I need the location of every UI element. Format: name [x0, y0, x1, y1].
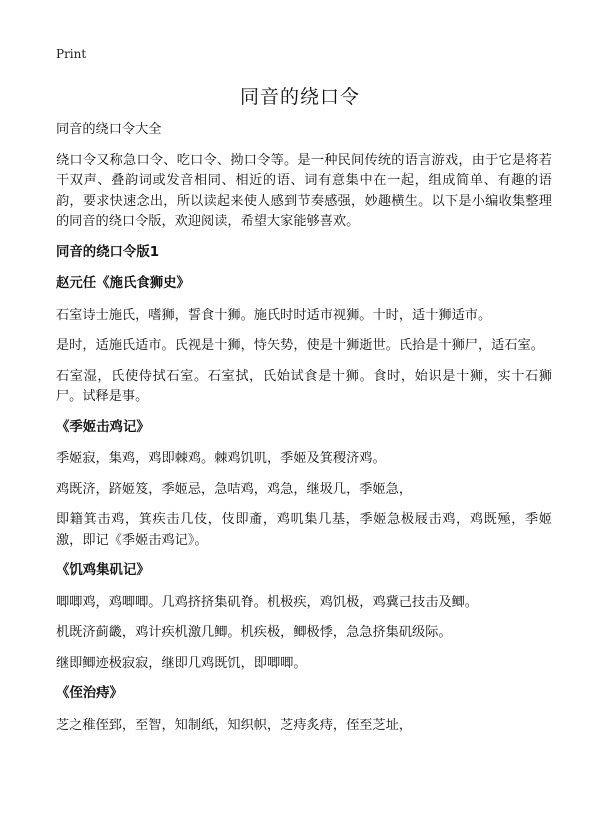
poem-paragraph: 季姬寂，集鸡，鸡即棘鸡。棘鸡饥叽，季姬及箕稷济鸡。 [56, 451, 386, 466]
section-title: 《饥鸡集矶记》 [56, 563, 150, 578]
intro-paragraph: 绕口令又称急口令、吃口令、拗口令等。是一种民间传统的语言游戏，由于它是将若干双声、叠韵词或发音相同、相近的语、词有意集中在一起，组成简单、有趣的语韵，要求快速念出，所以读起来使人感到节奏感强，妙趣横生。以下是小编收集整理的同音的绕口令版，欢迎阅读，希望大家能够喜欢。 [56, 152, 552, 229]
poem-paragraph: 是时，适施氏适市。氏视是十狮，恃矢势，使是十狮逝世。氏拾是十狮尸，适石室。 [56, 338, 544, 353]
poem-paragraph: 即籍箕击鸡，箕疾击几伎，伎即齑，鸡叽集几基，季姬急极屐击鸡，鸡既殛，季姬激，即记《季姬击鸡记》。 [56, 512, 552, 548]
section-title: 赵元任《施氏食狮史》 [56, 276, 190, 291]
print-label[interactable]: Print [56, 47, 87, 61]
poem-paragraph: 鸡既济，跻姬笈，季姬忌，急咭鸡，鸡急，继圾几，季姬急， [56, 481, 413, 497]
section-title: 《季姬击鸡记》 [56, 419, 150, 435]
document-body [56, 120, 552, 746]
poem-paragraph: 机既济蓟畿，鸡计疾机激几鲫。机疾极，鲫极悸，急急挤集矶级际。 [56, 625, 452, 640]
version-heading: 同音的绕口令版1 [56, 244, 160, 260]
doc-subtitle: 同音的绕口令大全 [56, 122, 162, 137]
section-title: 《侄治痔》 [56, 686, 123, 701]
poem-paragraph: 继即鲫迹极寂寂，继即几鸡既饥，即唧唧。 [56, 655, 307, 671]
poem-paragraph: 石室诗士施氏，嗜狮，誓食十狮。施氏时时适市视狮。十时，适十狮适市。 [56, 307, 492, 323]
poem-paragraph: 芝之稚侄郅，至智，知制纸，知织帜，芝痔炙痔，侄至芝址， [56, 717, 413, 733]
page-title: 同音的绕口令 [239, 86, 360, 108]
poem-paragraph: 石室湿，氏使侍拭石室。石室拭，氏始试食是十狮。食时，始识是十狮，实十石狮尸。试释是事。 [56, 368, 552, 404]
poem-paragraph: 唧唧鸡，鸡唧唧。几鸡挤挤集矶脊。机极疾，鸡饥极，鸡冀己技击及鲫。 [56, 594, 478, 610]
